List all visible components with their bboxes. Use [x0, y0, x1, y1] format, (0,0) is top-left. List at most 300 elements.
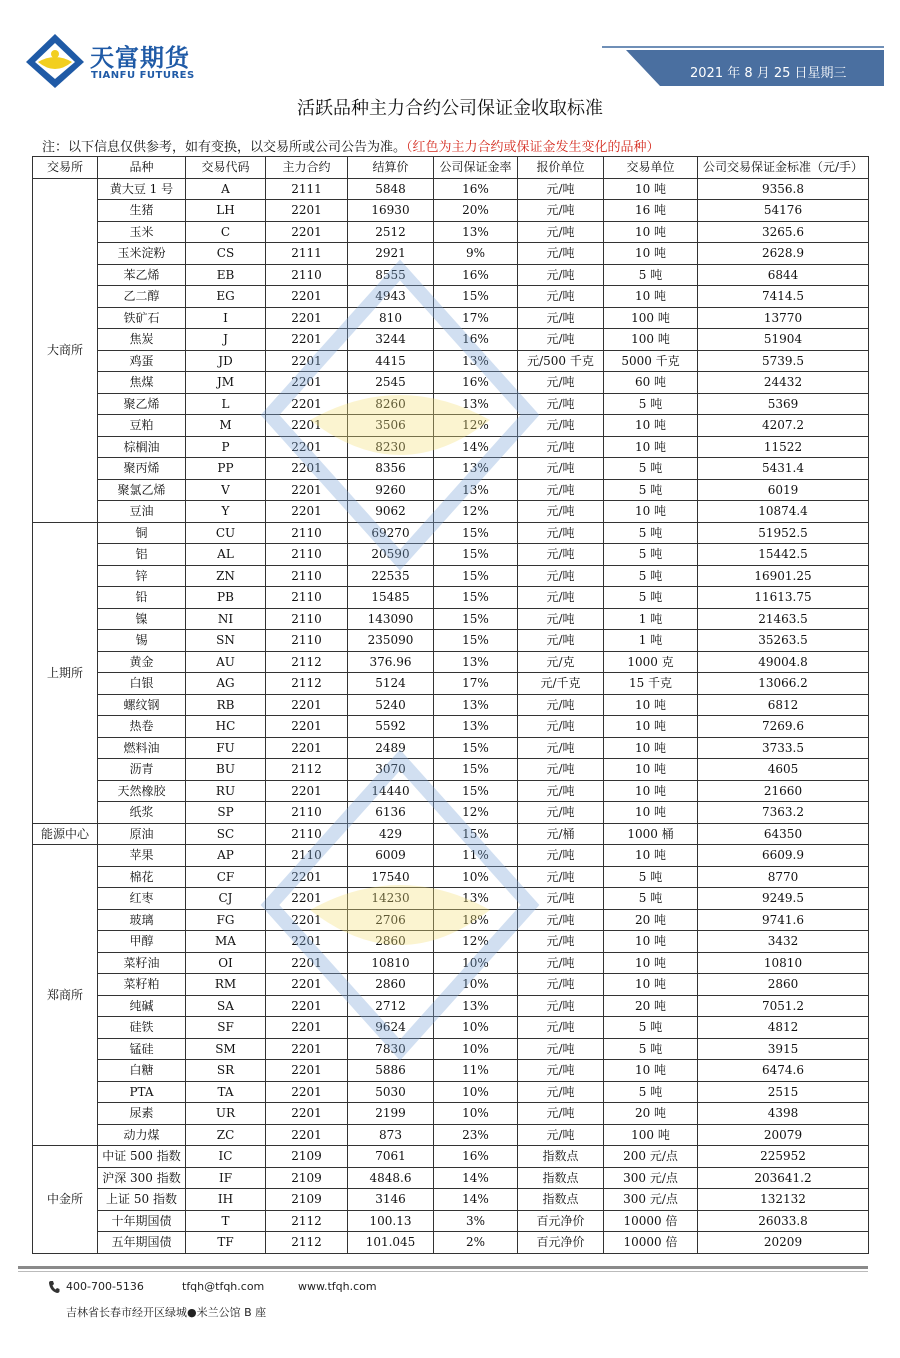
table-cell: 5000 千克: [604, 350, 698, 372]
table-cell: 2201: [266, 716, 348, 738]
table-cell: 3733.5: [698, 737, 869, 759]
table-cell: 2110: [266, 802, 348, 824]
table-cell: 铁矿石: [98, 307, 186, 329]
table-cell: 6019: [698, 479, 869, 501]
table-cell: 5592: [348, 716, 434, 738]
table-cell: RU: [186, 780, 266, 802]
table-cell: 10 吨: [604, 178, 698, 200]
table-cell: 燃料油: [98, 737, 186, 759]
table-cell: 16%: [434, 264, 518, 286]
table-cell: 中证 500 指数: [98, 1146, 186, 1168]
table-cell: 5739.5: [698, 350, 869, 372]
table-row: [33, 780, 869, 802]
table-cell: 元/吨: [518, 694, 604, 716]
table-cell: 5 吨: [604, 1038, 698, 1060]
table-cell: 5431.4: [698, 458, 869, 480]
table-cell: 18%: [434, 909, 518, 931]
table-cell: 元/吨: [518, 393, 604, 415]
table-cell: P: [186, 436, 266, 458]
table-cell: 10810: [348, 952, 434, 974]
column-header: 品种: [98, 157, 186, 179]
table-cell: A: [186, 178, 266, 200]
date-band-rule: [602, 46, 884, 48]
table-row: [33, 393, 869, 415]
table-row: [33, 1081, 869, 1103]
table-cell: 元/桶: [518, 823, 604, 845]
table-cell: 2%: [434, 1232, 518, 1254]
table-cell: 10%: [434, 1038, 518, 1060]
table-cell: 5369: [698, 393, 869, 415]
table-cell: 10%: [434, 974, 518, 996]
table-cell: CU: [186, 522, 266, 544]
table-cell: 2512: [348, 221, 434, 243]
table-row: [33, 243, 869, 265]
table-cell: 4398: [698, 1103, 869, 1125]
table-cell: 100 吨: [604, 329, 698, 351]
footer-phone: 400-700-5136: [66, 1280, 144, 1293]
table-cell: 54176: [698, 200, 869, 222]
table-cell: 2112: [266, 1232, 348, 1254]
table-cell: 14230: [348, 888, 434, 910]
table-row: [33, 952, 869, 974]
table-cell: 4415: [348, 350, 434, 372]
table-cell: 5 吨: [604, 565, 698, 587]
table-cell: 11%: [434, 1060, 518, 1082]
table-cell: 8555: [348, 264, 434, 286]
table-cell: 指数点: [518, 1167, 604, 1189]
table-cell: 15%: [434, 780, 518, 802]
table-row: [33, 694, 869, 716]
table-cell: CJ: [186, 888, 266, 910]
table-row: [33, 307, 869, 329]
table-cell: 10 吨: [604, 243, 698, 265]
table-cell: UR: [186, 1103, 266, 1125]
table-cell: 生猪: [98, 200, 186, 222]
table-cell: 10%: [434, 952, 518, 974]
table-cell: 6136: [348, 802, 434, 824]
column-header: 交易代码: [186, 157, 266, 179]
table-cell: 指数点: [518, 1189, 604, 1211]
table-cell: 2109: [266, 1146, 348, 1168]
table-cell: 16%: [434, 372, 518, 394]
table-cell: 玻璃: [98, 909, 186, 931]
exchange-cell: 大商所: [33, 178, 98, 522]
table-cell: 21463.5: [698, 608, 869, 630]
table-cell: 16%: [434, 178, 518, 200]
table-cell: 15 千克: [604, 673, 698, 695]
table-cell: 元/吨: [518, 995, 604, 1017]
table-cell: 20%: [434, 200, 518, 222]
table-cell: 元/吨: [518, 716, 604, 738]
table-cell: 白银: [98, 673, 186, 695]
table-cell: 8230: [348, 436, 434, 458]
table-cell: 元/500 千克: [518, 350, 604, 372]
table-row: [33, 587, 869, 609]
disclaimer-note: [42, 136, 660, 155]
report-date: 2021 年 8 月 25 日星期三: [690, 66, 847, 81]
table-cell: 13%: [434, 888, 518, 910]
table-cell: 20 吨: [604, 909, 698, 931]
table-cell: 元/吨: [518, 221, 604, 243]
table-cell: 9%: [434, 243, 518, 265]
table-cell: 元/吨: [518, 565, 604, 587]
table-row: [33, 286, 869, 308]
table-cell: 24432: [698, 372, 869, 394]
table-cell: BU: [186, 759, 266, 781]
footer-rule: [18, 1266, 868, 1269]
table-cell: IC: [186, 1146, 266, 1168]
table-cell: Y: [186, 501, 266, 523]
column-header: 公司保证金率: [434, 157, 518, 179]
table-cell: 元/吨: [518, 458, 604, 480]
table-cell: 6009: [348, 845, 434, 867]
column-header: 交易单位: [604, 157, 698, 179]
table-cell: 13%: [434, 350, 518, 372]
table-cell: 3432: [698, 931, 869, 953]
table-cell: 15%: [434, 587, 518, 609]
table-cell: 2860: [698, 974, 869, 996]
table-cell: 15%: [434, 737, 518, 759]
table-cell: 聚丙烯: [98, 458, 186, 480]
column-header: 报价单位: [518, 157, 604, 179]
table-cell: 2112: [266, 1210, 348, 1232]
table-cell: 热卷: [98, 716, 186, 738]
table-row: [33, 630, 869, 652]
table-cell: 元/吨: [518, 1103, 604, 1125]
table-cell: 豆粕: [98, 415, 186, 437]
table-cell: 5 吨: [604, 264, 698, 286]
table-cell: 元/吨: [518, 1038, 604, 1060]
table-cell: 5240: [348, 694, 434, 716]
table-cell: 13%: [434, 458, 518, 480]
table-cell: 元/吨: [518, 931, 604, 953]
footer-website: www.tfqh.com: [298, 1280, 377, 1293]
table-cell: 15%: [434, 759, 518, 781]
table-cell: 鸡蛋: [98, 350, 186, 372]
table-cell: 6844: [698, 264, 869, 286]
table-cell: 13%: [434, 221, 518, 243]
table-cell: 元/吨: [518, 952, 604, 974]
table-row: [33, 544, 869, 566]
table-cell: 2201: [266, 415, 348, 437]
table-cell: 棉花: [98, 866, 186, 888]
table-cell: 14%: [434, 1189, 518, 1211]
table-cell: I: [186, 307, 266, 329]
table-cell: 2110: [266, 823, 348, 845]
table-cell: 9249.5: [698, 888, 869, 910]
table-cell: 13%: [434, 995, 518, 1017]
table-cell: AU: [186, 651, 266, 673]
table-cell: 17%: [434, 307, 518, 329]
table-cell: 动力煤: [98, 1124, 186, 1146]
table-row: [33, 1017, 869, 1039]
table-cell: 5 吨: [604, 866, 698, 888]
table-cell: 2201: [266, 221, 348, 243]
table-cell: 10 吨: [604, 952, 698, 974]
table-cell: 1000 克: [604, 651, 698, 673]
table-cell: 元/吨: [518, 243, 604, 265]
table-cell: 十年期国债: [98, 1210, 186, 1232]
table-cell: 2489: [348, 737, 434, 759]
table-cell: 16930: [348, 200, 434, 222]
table-cell: M: [186, 415, 266, 437]
table-cell: 376.96: [348, 651, 434, 673]
table-cell: CF: [186, 866, 266, 888]
table-cell: C: [186, 221, 266, 243]
table-cell: SC: [186, 823, 266, 845]
table-cell: 原油: [98, 823, 186, 845]
table-cell: 3146: [348, 1189, 434, 1211]
table-cell: 5124: [348, 673, 434, 695]
table-cell: 13%: [434, 716, 518, 738]
column-header: 公司交易保证金标准（元/手）: [698, 157, 869, 179]
table-cell: 143090: [348, 608, 434, 630]
table-cell: 8356: [348, 458, 434, 480]
table-cell: 5 吨: [604, 1081, 698, 1103]
table-cell: 锰硅: [98, 1038, 186, 1060]
table-row: [33, 995, 869, 1017]
table-cell: 51952.5: [698, 522, 869, 544]
table-cell: J: [186, 329, 266, 351]
table-cell: 10 吨: [604, 501, 698, 523]
table-cell: 23%: [434, 1124, 518, 1146]
table-cell: 2201: [266, 909, 348, 931]
table-cell: 200 元/点: [604, 1146, 698, 1168]
table-cell: 2110: [266, 544, 348, 566]
table-cell: 16 吨: [604, 200, 698, 222]
table-cell: JD: [186, 350, 266, 372]
table-cell: 3915: [698, 1038, 869, 1060]
table-cell: 16%: [434, 329, 518, 351]
table-cell: 豆油: [98, 501, 186, 523]
table-cell: 聚氯乙烯: [98, 479, 186, 501]
column-header: 主力合约: [266, 157, 348, 179]
table-cell: 15%: [434, 608, 518, 630]
table-cell: 元/吨: [518, 974, 604, 996]
table-body: [33, 178, 869, 1253]
table-cell: SA: [186, 995, 266, 1017]
footer-email: tfqh@tfqh.com: [182, 1280, 265, 1293]
table-cell: 12%: [434, 501, 518, 523]
table-row: [33, 673, 869, 695]
table-cell: 22535: [348, 565, 434, 587]
table-cell: AG: [186, 673, 266, 695]
table-row: [33, 845, 869, 867]
table-cell: 5030: [348, 1081, 434, 1103]
table-cell: 10 吨: [604, 802, 698, 824]
table-row: [33, 1146, 869, 1168]
table-cell: 指数点: [518, 1146, 604, 1168]
table-cell: 17540: [348, 866, 434, 888]
table-cell: 锌: [98, 565, 186, 587]
table-row: [33, 1232, 869, 1254]
table-cell: 2112: [266, 651, 348, 673]
table-cell: 49004.8: [698, 651, 869, 673]
table-cell: T: [186, 1210, 266, 1232]
table-cell: 12%: [434, 802, 518, 824]
table-cell: 五年期国债: [98, 1232, 186, 1254]
table-cell: RB: [186, 694, 266, 716]
table-cell: 4812: [698, 1017, 869, 1039]
table-row: [33, 608, 869, 630]
table-cell: 2201: [266, 737, 348, 759]
table-cell: 10 吨: [604, 1060, 698, 1082]
table-cell: 2201: [266, 372, 348, 394]
column-header: 结算价: [348, 157, 434, 179]
table-cell: 2201: [266, 1081, 348, 1103]
table-cell: 乙二醇: [98, 286, 186, 308]
table-cell: 2110: [266, 845, 348, 867]
table-cell: 百元净价: [518, 1232, 604, 1254]
table-cell: 13%: [434, 479, 518, 501]
exchange-cell: 中金所: [33, 1146, 98, 1254]
table-cell: 15%: [434, 630, 518, 652]
table-cell: 元/吨: [518, 372, 604, 394]
table-cell: RM: [186, 974, 266, 996]
table-cell: 镍: [98, 608, 186, 630]
table-cell: L: [186, 393, 266, 415]
table-cell: 2712: [348, 995, 434, 1017]
table-cell: 元/吨: [518, 1081, 604, 1103]
table-cell: 9062: [348, 501, 434, 523]
table-cell: 元/吨: [518, 802, 604, 824]
table-cell: 2201: [266, 1017, 348, 1039]
table-cell: 10 吨: [604, 415, 698, 437]
table-header-row: [33, 157, 869, 179]
table-cell: 元/吨: [518, 522, 604, 544]
table-cell: 元/吨: [518, 888, 604, 910]
table-cell: 300 元/点: [604, 1189, 698, 1211]
table-cell: EG: [186, 286, 266, 308]
table-cell: 苯乙烯: [98, 264, 186, 286]
table-cell: 51904: [698, 329, 869, 351]
table-cell: 7363.2: [698, 802, 869, 824]
table-row: [33, 866, 869, 888]
table-cell: 100 吨: [604, 307, 698, 329]
table-row: [33, 1189, 869, 1211]
table-cell: CS: [186, 243, 266, 265]
table-cell: 4207.2: [698, 415, 869, 437]
table-cell: 12%: [434, 931, 518, 953]
table-cell: PP: [186, 458, 266, 480]
table-row: [33, 1124, 869, 1146]
table-cell: 2111: [266, 178, 348, 200]
table-row: [33, 737, 869, 759]
table-cell: 10 吨: [604, 845, 698, 867]
table-cell: 873: [348, 1124, 434, 1146]
table-cell: 2201: [266, 974, 348, 996]
table-cell: 2201: [266, 329, 348, 351]
company-logo: [24, 32, 224, 92]
table-cell: 2201: [266, 307, 348, 329]
table-cell: 2201: [266, 393, 348, 415]
table-cell: 铅: [98, 587, 186, 609]
table-row: [33, 479, 869, 501]
table-row: [33, 372, 869, 394]
table-cell: 2201: [266, 1038, 348, 1060]
table-cell: 2201: [266, 501, 348, 523]
table-cell: 15442.5: [698, 544, 869, 566]
table-cell: 35263.5: [698, 630, 869, 652]
table-cell: 8260: [348, 393, 434, 415]
table-cell: 黄大豆 1 号: [98, 178, 186, 200]
table-cell: 10 吨: [604, 694, 698, 716]
table-cell: 2110: [266, 587, 348, 609]
logo-english-name: TIANFU FUTURES: [91, 70, 195, 81]
table-cell: 15%: [434, 823, 518, 845]
table-cell: SM: [186, 1038, 266, 1060]
table-cell: 15%: [434, 286, 518, 308]
table-cell: 元/吨: [518, 307, 604, 329]
table-cell: 锡: [98, 630, 186, 652]
table-cell: 苹果: [98, 845, 186, 867]
table-cell: 16%: [434, 1146, 518, 1168]
table-row: [33, 436, 869, 458]
table-cell: 元/吨: [518, 630, 604, 652]
table-cell: TF: [186, 1232, 266, 1254]
table-cell: LH: [186, 200, 266, 222]
table-cell: 15%: [434, 544, 518, 566]
table-row: [33, 221, 869, 243]
table-cell: 20079: [698, 1124, 869, 1146]
table-cell: 14%: [434, 1167, 518, 1189]
table-cell: 5 吨: [604, 393, 698, 415]
table-cell: 2201: [266, 458, 348, 480]
table-cell: 4848.6: [348, 1167, 434, 1189]
table-cell: 10810: [698, 952, 869, 974]
table-cell: 7051.2: [698, 995, 869, 1017]
table-cell: 元/吨: [518, 1060, 604, 1082]
table-cell: SF: [186, 1017, 266, 1039]
table-cell: 225952: [698, 1146, 869, 1168]
table-cell: 20590: [348, 544, 434, 566]
table-cell: 1000 桶: [604, 823, 698, 845]
table-cell: 2860: [348, 931, 434, 953]
table-cell: 3070: [348, 759, 434, 781]
table-cell: 64350: [698, 823, 869, 845]
column-header: 交易所: [33, 157, 98, 179]
table-cell: HC: [186, 716, 266, 738]
tianfu-logo-icon: [24, 32, 86, 90]
table-cell: 2110: [266, 630, 348, 652]
table-cell: 11522: [698, 436, 869, 458]
table-cell: 5848: [348, 178, 434, 200]
table-cell: 9624: [348, 1017, 434, 1039]
table-cell: 2110: [266, 565, 348, 587]
table-cell: 100.13: [348, 1210, 434, 1232]
table-cell: 黄金: [98, 651, 186, 673]
table-cell: 10 吨: [604, 737, 698, 759]
table-cell: 元/吨: [518, 866, 604, 888]
table-cell: 2201: [266, 952, 348, 974]
footer-address: 吉林省长春市经开区绿城●米兰公馆 B 座: [66, 1306, 267, 1319]
table-cell: 元/吨: [518, 1124, 604, 1146]
table-cell: 13%: [434, 393, 518, 415]
table-cell: 菜籽油: [98, 952, 186, 974]
table-row: [33, 651, 869, 673]
table-cell: 6474.6: [698, 1060, 869, 1082]
table-row: [33, 1038, 869, 1060]
table-cell: 2110: [266, 608, 348, 630]
table-cell: 玉米: [98, 221, 186, 243]
table-cell: 元/吨: [518, 501, 604, 523]
table-cell: 沪深 300 指数: [98, 1167, 186, 1189]
table-cell: 7061: [348, 1146, 434, 1168]
table-cell: 2112: [266, 759, 348, 781]
table-row: [33, 329, 869, 351]
table-cell: 10%: [434, 1081, 518, 1103]
table-cell: 13066.2: [698, 673, 869, 695]
